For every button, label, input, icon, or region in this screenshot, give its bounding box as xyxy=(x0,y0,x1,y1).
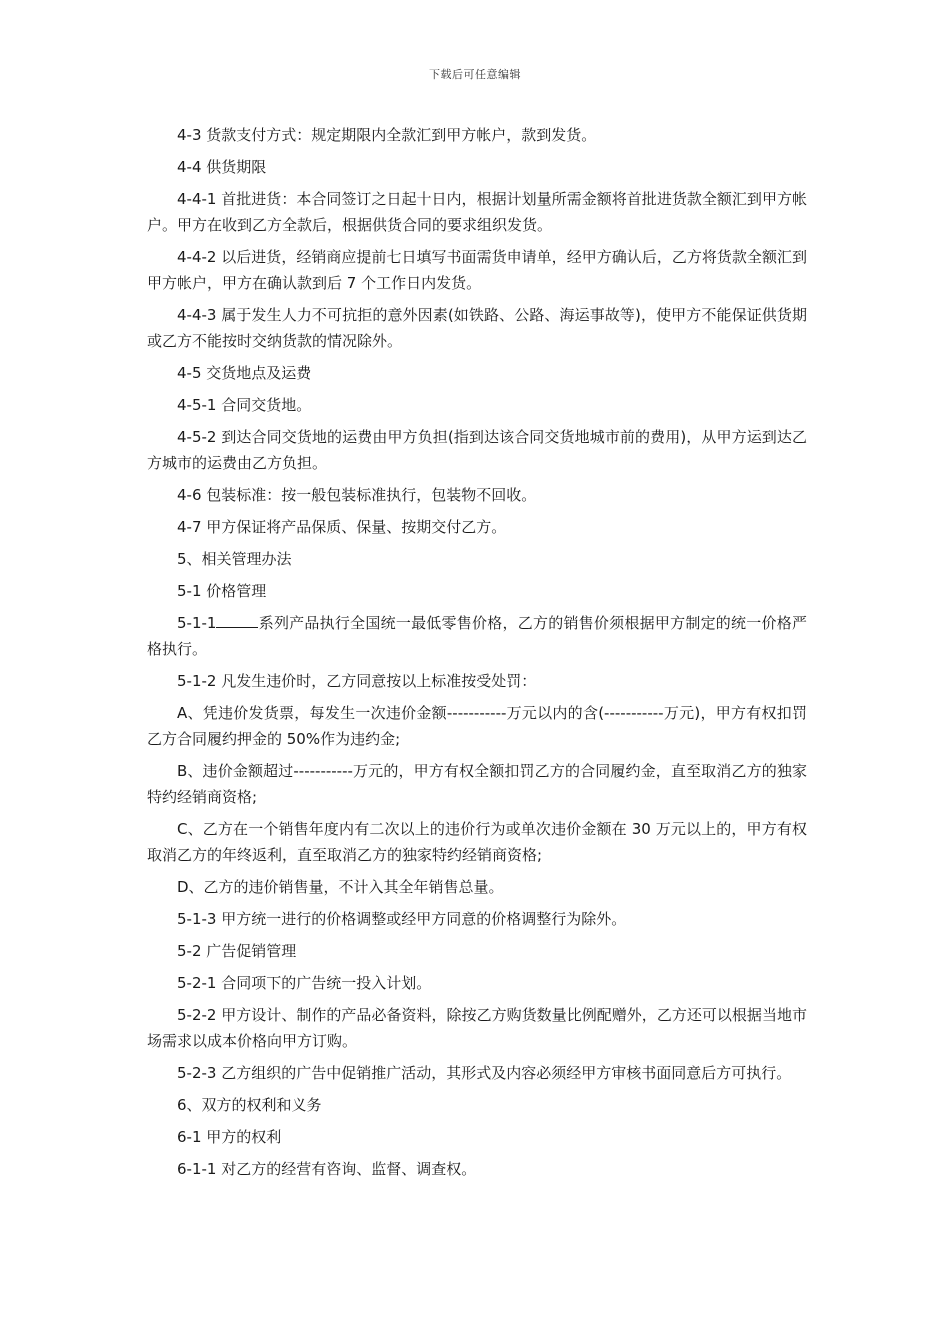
clause-5-1-2-c: C、乙方在一个销售年度内有二次以上的违价行为或单次违价金额在 30 万元以上的，甲方有权取消乙方的年终返利，直至取消乙方的独家特约经销商资格; xyxy=(147,820,807,864)
clause-5-1-1 xyxy=(147,610,807,662)
section-5-heading: 5、相关管理办法 xyxy=(177,550,292,568)
section-6-heading: 6、双方的权利和义务 xyxy=(177,1096,322,1114)
clause-4-5-2: 4-5-2 到达合同交货地的运费由甲方负担(指到达该合同交货地城市前的费用)，从甲方运到达乙方城市的运费由乙方负担。 xyxy=(147,428,807,472)
document-body xyxy=(147,122,807,1188)
clause-6-1: 6-1 甲方的权利 xyxy=(177,1128,282,1146)
clause-5-1-2: 5-1-2 凡发生违价时，乙方同意按以上标准按受处罚： xyxy=(177,672,537,690)
clause-4-4-2: 4-4-2 以后进货，经销商应提前七日填写书面需货申请单，经甲方确认后，乙方将货款全额汇到甲方帐户，甲方在确认款到后 7 个工作日内发货。 xyxy=(147,248,807,292)
clause-4-3: 4-3 货款支付方式：规定期限内全款汇到甲方帐户，款到发货。 xyxy=(177,126,597,144)
clause-5-1-1-number: 5-1-1 xyxy=(177,614,217,632)
clause-4-6: 4-6 包装标准：按一般包装标准执行，包装物不回收。 xyxy=(177,486,537,504)
clause-5-2-3: 5-2-3 乙方组织的广告中促销推广活动，其形式及内容必须经甲方审核书面同意后方可执行。 xyxy=(177,1064,792,1082)
clause-5-1-1-text: 系列产品执行全国统一最低零售价格，乙方的销售价须根据甲方制定的统一价格严格执行。 xyxy=(147,614,807,658)
clause-4-5: 4-5 交货地点及运费 xyxy=(177,364,312,382)
clause-5-2-1: 5-2-1 合同项下的广告统一投入计划。 xyxy=(177,974,432,992)
clause-5-1-2-a: A、凭违价发货票，每发生一次违价金额-----------万元以内的含(-----------万元)，甲方有权扣罚乙方合同履约押金的 50%作为违约金; xyxy=(147,704,807,748)
clause-5-1-2-d: D、乙方的违价销售量，不计入其全年销售总量。 xyxy=(177,878,504,896)
clause-4-7: 4-7 甲方保证将产品保质、保量、按期交付乙方。 xyxy=(177,518,507,536)
clause-4-4-3: 4-4-3 属于发生人力不可抗拒的意外因素(如铁路、公路、海运事故等)，使甲方不能保证供货期或乙方不能按时交纳货款的情况除外。 xyxy=(147,306,807,350)
clause-5-1-3: 5-1-3 甲方统一进行的价格调整或经甲方同意的价格调整行为除外。 xyxy=(177,910,627,928)
clause-5-2: 5-2 广告促销管理 xyxy=(177,942,297,960)
clause-5-2-2: 5-2-2 甲方设计、制作的产品必备资料，除按乙方购货数量比例配赠外，乙方还可以根据当地市场需求以成本价格向甲方订购。 xyxy=(147,1006,807,1050)
clause-5-1-2-b: B、违价金额超过-----------万元的，甲方有权全额扣罚乙方的合同履约金，直至取消乙方的独家特约经销商资格; xyxy=(147,762,807,806)
clause-4-4: 4-4 供货期限 xyxy=(177,158,267,176)
clause-6-1-1: 6-1-1 对乙方的经营有咨询、监督、调查权。 xyxy=(177,1160,477,1178)
clause-4-5-1: 4-5-1 合同交货地。 xyxy=(177,396,312,414)
page-header: 下载后可任意编辑 xyxy=(429,68,521,81)
fill-in-blank xyxy=(216,613,258,628)
clause-4-4-1: 4-4-1 首批进货：本合同签订之日起十日内，根据计划量所需金额将首批进货款全额汇到甲方帐户。甲方在收到乙方全款后，根据供货合同的要求组织发货。 xyxy=(147,190,807,234)
clause-5-1: 5-1 价格管理 xyxy=(177,582,267,600)
